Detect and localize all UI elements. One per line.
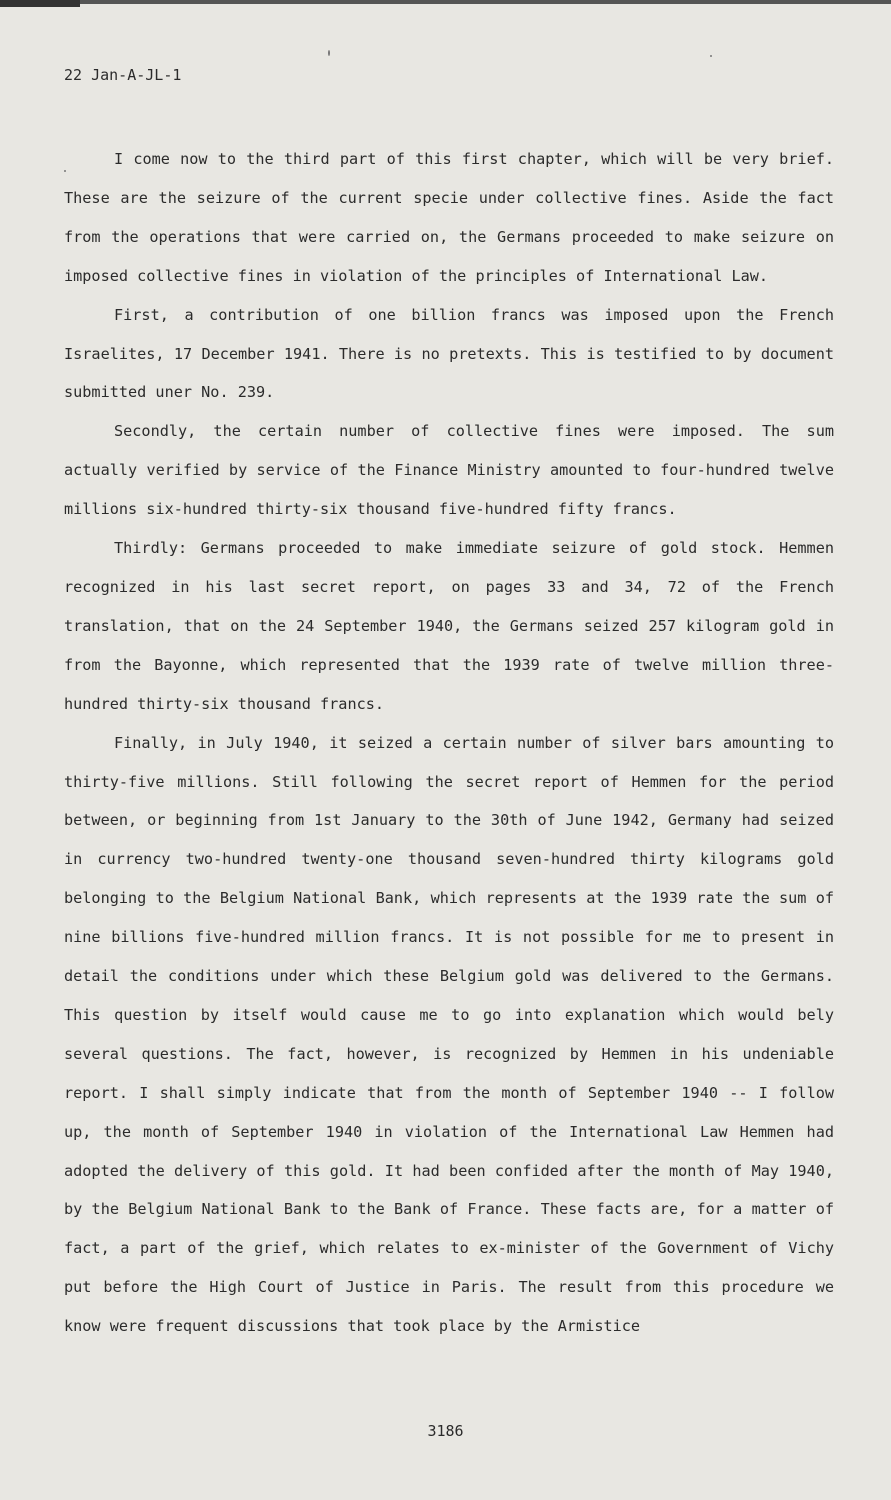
paragraph: Secondly, the certain number of collective fines were imposed. The sum actually verified by service of the Finance Ministry amounted to four-hundred twelve millions six-hundred thirty-six thousand five-hundred fifty francs. [64, 422, 834, 519]
paper-speck [328, 50, 330, 56]
paragraph: Thirdly: Germans proceeded to make immediate seizure of gold stock. Hemmen recognized in his last secret report, on pages 33 and 34, 72 of the French translation, that on the 24 September 1940, the Germans seized 257 kilogram gold in from the Bayonne, which represented that the 1939 rate of twelve million three-hundred thirty-six thousand francs. [64, 539, 834, 713]
document-reference: 22 Jan-A-JL-1 [64, 66, 182, 84]
page-corner-mark [0, 0, 80, 7]
document-body [64, 140, 834, 1346]
page-top-edge [0, 0, 891, 4]
page-number: 3186 [427, 1422, 464, 1440]
paper-speck [710, 55, 712, 57]
paragraph: I come now to the third part of this first chapter, which will be very brief. These are the seizure of the current specie under collective fines. Aside the fact from the operations that were carried on, the Germans proceeded to make seizure on imposed collective fines in violation of the principles of International Law. [64, 150, 834, 285]
paragraph: First, a contribution of one billion francs was imposed upon the French Israelites, 17 December 1941. There is no pretexts. This is testified to by document submitted uner No. 239. [64, 305, 834, 402]
paragraph: Finally, in July 1940, it seized a certain number of silver bars amounting to thirty-five millions. Still following the secret report of Hemmen for the period between, or beginning from 1st January to the 30th of June 1942, Germany had seized in currency two-hundred twenty-one thousand seven-hundred thirty kilograms gold belonging to the Belgium National Bank, which represents at the 1939 rate the sum of nine billions five-hundred million francs. It is not possible for me to present in detail the conditions under which these Belgium gold was delivered to the Germans. This question by itself would cause me to go into explanation which would bely several questions. The fact, however, is recognized by Hemmen in his undeniable report. I shall simply indicate that from the month of September 1940 -- I follow up, the month of September 1940 in violation of the International Law Hemmen had adopted the delivery of this gold. It had been confided after the month of May 1940, by the Belgium National Bank to the Bank of France. These facts are, for a matter of fact, a part of the grief, which relates to ex-minister of the Government of Vichy put before the High Court of Justice in Paris. The result from this procedure we know were frequent discussions that took place by the Armistice [64, 733, 834, 1336]
